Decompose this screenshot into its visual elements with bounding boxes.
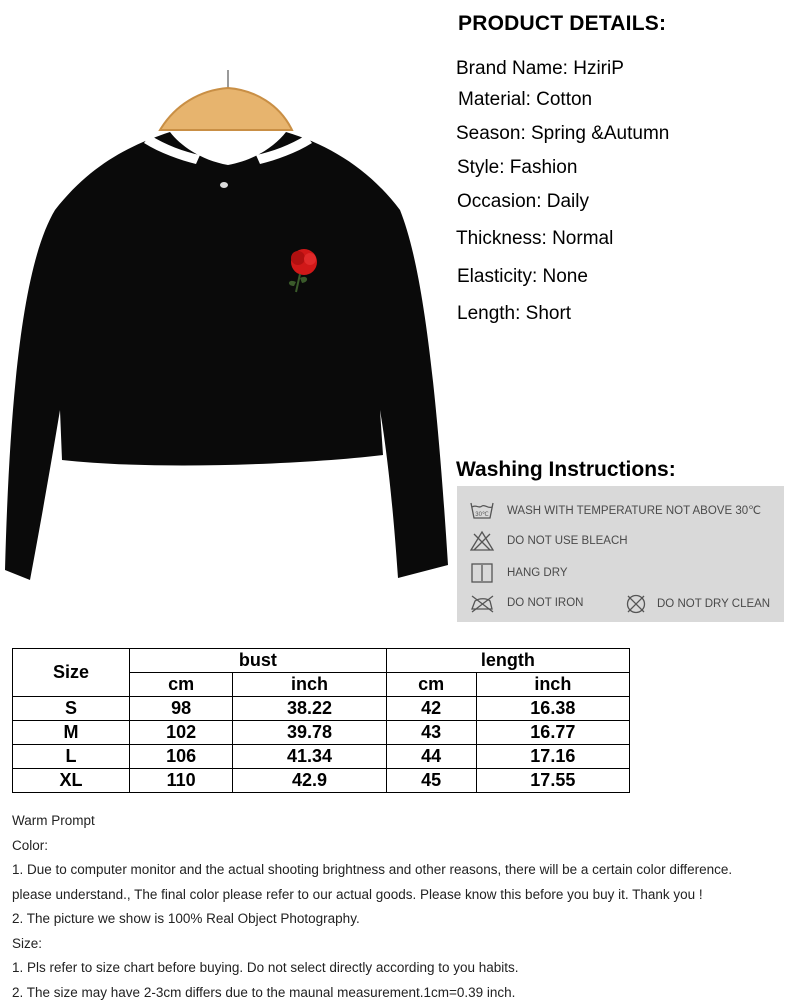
- label-tag: [220, 182, 228, 188]
- unit-header-length-cm: cm: [386, 673, 476, 697]
- product-details-title: PRODUCT DETAILS:: [458, 12, 666, 36]
- length-cm-cell: 45: [386, 769, 476, 793]
- bust-inch-cell: 42.9: [233, 769, 386, 793]
- size-cell: XL: [13, 769, 130, 793]
- detail-season: Season: Spring &Autumn: [456, 123, 669, 145]
- unit-header-bust-cm: cm: [130, 673, 233, 697]
- wash-30-icon: [469, 499, 495, 521]
- wash-item-hang-dry-label: HANG DRY: [507, 567, 568, 579]
- washing-instructions-panel: [457, 486, 784, 622]
- detail-brand: Brand Name: HziriP: [456, 58, 624, 80]
- length-cm-cell: 44: [386, 745, 476, 769]
- detail-material: Material: Cotton: [458, 89, 592, 111]
- bust-inch-cell: 39.78: [233, 721, 386, 745]
- note-size-heading: Size:: [12, 935, 732, 960]
- table-row: [13, 697, 630, 721]
- length-inch-cell: 16.77: [476, 721, 629, 745]
- detail-elasticity: Elasticity: None: [457, 266, 588, 288]
- size-cell: M: [13, 721, 130, 745]
- svg-text:30℃: 30℃: [475, 512, 489, 518]
- unit-header-bust-inch: inch: [233, 673, 386, 697]
- length-inch-cell: 17.55: [476, 769, 629, 793]
- wash-item-bleach-label: DO NOT USE BLEACH: [507, 535, 628, 547]
- note-color-1-cont: please understand., The final color please refer to our actual goods. Please know this before you buy it. Thank you !: [12, 886, 732, 911]
- wash-item-hang-dry: [469, 562, 568, 584]
- wash-item-dry-clean: [625, 593, 770, 615]
- note-heading: Warm Prompt: [12, 812, 732, 837]
- bust-cm-cell: 110: [130, 769, 233, 793]
- washing-instructions-title: Washing Instructions:: [456, 458, 676, 482]
- wash-item-bleach: [469, 530, 628, 552]
- bust-inch-cell: 41.34: [233, 745, 386, 769]
- detail-occasion: Occasion: Daily: [457, 191, 589, 213]
- table-header-row: [13, 649, 630, 673]
- wash-item-temperature: [469, 499, 761, 521]
- wash-item-iron: [469, 592, 583, 614]
- no-dry-clean-icon: [625, 593, 647, 615]
- wash-item-dry-clean-label: DO NOT DRY CLEAN: [657, 598, 770, 610]
- wash-item-iron-label: DO NOT IRON: [507, 597, 583, 609]
- size-chart-table: [12, 648, 630, 793]
- note-color-2: 2. The picture we show is 100% Real Object Photography.: [12, 910, 732, 935]
- bust-cm-cell: 98: [130, 697, 233, 721]
- table-row: [13, 745, 630, 769]
- length-cm-cell: 42: [386, 697, 476, 721]
- size-cell: L: [13, 745, 130, 769]
- detail-style: Style: Fashion: [457, 157, 577, 179]
- size-cell: S: [13, 697, 130, 721]
- note-size-1: 1. Pls refer to size chart before buying. Do not select directly according to you habits.: [12, 959, 732, 984]
- table-row: [13, 769, 630, 793]
- hang-dry-icon: [469, 562, 495, 584]
- note-size-2: 2. The size may have 2-3cm differs due to the maunal measurement.1cm=0.39 inch.: [12, 984, 732, 1008]
- note-color-heading: Color:: [12, 837, 732, 862]
- bust-header: bust: [130, 649, 387, 673]
- hanger: [160, 88, 292, 130]
- no-iron-icon: [469, 592, 495, 614]
- table-row: [13, 721, 630, 745]
- sweatshirt: [5, 132, 448, 580]
- warm-prompt-notes: [12, 812, 732, 1008]
- product-photo: [0, 60, 456, 605]
- note-color-1: 1. Due to computer monitor and the actual shooting brightness and other reasons, there will be a certain color difference.: [12, 861, 732, 886]
- wash-item-temperature-label: WASH WITH TEMPERATURE NOT ABOVE 30℃: [507, 503, 761, 517]
- length-inch-cell: 16.38: [476, 697, 629, 721]
- unit-header-length-inch: inch: [476, 673, 629, 697]
- length-header: length: [386, 649, 629, 673]
- detail-thickness: Thickness: Normal: [456, 228, 613, 250]
- detail-length: Length: Short: [457, 303, 571, 325]
- length-cm-cell: 43: [386, 721, 476, 745]
- bust-cm-cell: 102: [130, 721, 233, 745]
- bust-cm-cell: 106: [130, 745, 233, 769]
- size-header: Size: [13, 649, 130, 697]
- bust-inch-cell: 38.22: [233, 697, 386, 721]
- length-inch-cell: 17.16: [476, 745, 629, 769]
- no-bleach-icon: [469, 530, 495, 552]
